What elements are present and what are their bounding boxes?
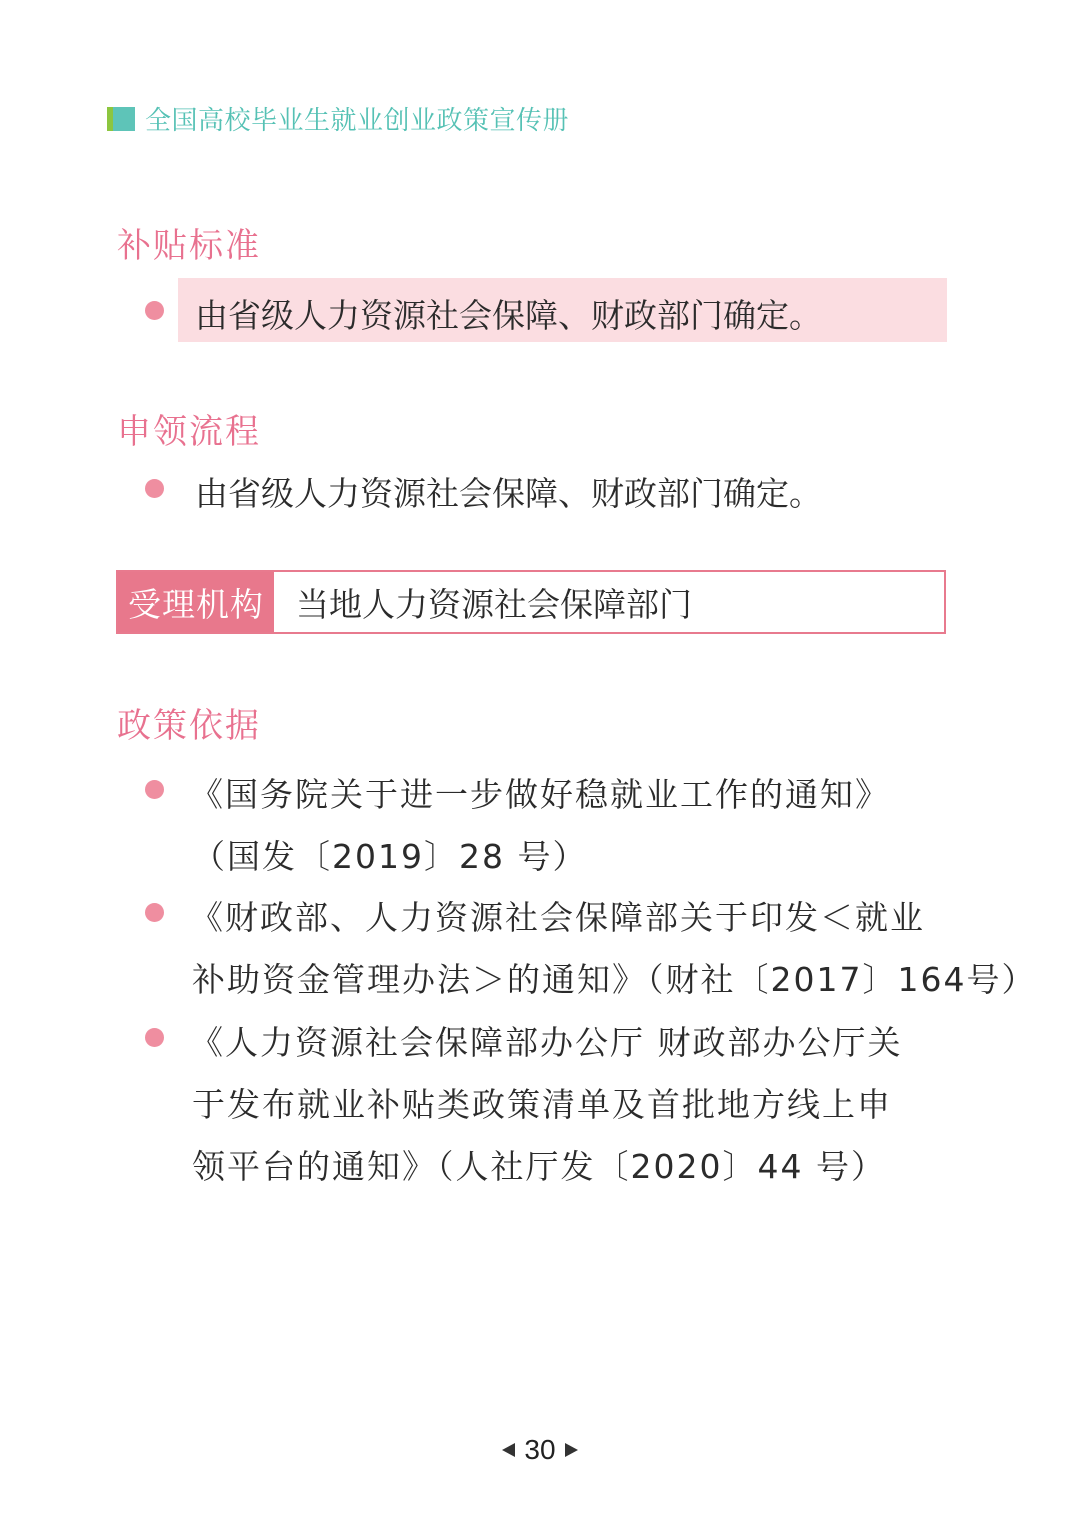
brochure-title: 全国高校毕业生就业创业政策宣传册	[145, 105, 570, 136]
policy-item-line: 领平台的通知》（人社厅发〔2020〕44 号）	[192, 1147, 886, 1186]
triangle-right-icon	[565, 1443, 578, 1457]
policy-item-line: 于发布就业补贴类政策清单及首批地方线上申	[192, 1085, 892, 1124]
bullet-icon	[145, 903, 164, 922]
policy-heading: 政策依据	[117, 706, 261, 746]
triangle-left-icon	[502, 1443, 515, 1457]
bullet-icon	[145, 479, 164, 498]
page-footer	[0, 1430, 1080, 1470]
subsidy-item: 由省级人力资源社会保障、财政部门确定。	[195, 296, 822, 335]
agency-label: 受理机构	[118, 572, 274, 632]
bullet-icon	[145, 1028, 164, 1047]
policy-item-line: 《财政部、人力资源社会保障部关于印发＜就业	[190, 898, 925, 937]
book-mark-icon	[107, 103, 137, 133]
policy-item-line: 《人力资源社会保障部办公厅 财政部办公厅关	[190, 1023, 903, 1062]
policy-item-line: 《国务院关于进一步做好稳就业工作的通知》	[190, 775, 890, 814]
agency-box	[116, 570, 946, 634]
page-number: 30	[524, 1434, 556, 1465]
subsidy-heading: 补贴标准	[117, 226, 261, 266]
process-heading: 申领流程	[117, 412, 261, 452]
agency-value: 当地人力资源社会保障部门	[296, 584, 692, 624]
policy-item-line: （国发〔2019〕28 号）	[192, 837, 588, 876]
bullet-icon	[145, 301, 164, 320]
page-header	[107, 98, 569, 138]
bullet-icon	[145, 780, 164, 799]
policy-item-line: 补助资金管理办法＞的通知》（财社〔2017〕164号）	[192, 960, 1037, 999]
process-item: 由省级人力资源社会保障、财政部门确定。	[195, 474, 822, 513]
